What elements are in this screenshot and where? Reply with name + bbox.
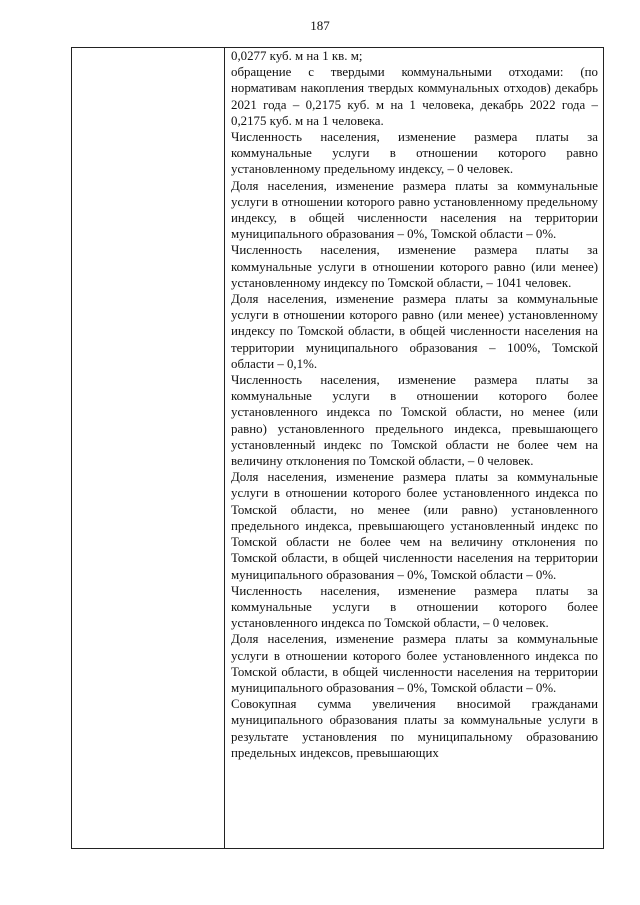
document-table: [71, 47, 604, 849]
paragraph: Численность населения, изменение размера платы за коммунальные услуги в отношении которого равно (или менее) установленному индексу по Томской области, – 1041 человек.: [231, 243, 598, 290]
paragraph: Доля населения, изменение размера платы за коммунальные услуги в отношении которого более установленного индекса по Томской области, но менее (или равно) установленного предельного индекса, превышающего установленный индекс по Томской области не более чем на величину отклонения по Томской области, в общей численности населения на территории муниципального образования – 0%, Томской области – 0%.: [231, 470, 598, 582]
paragraph: Совокупная сумма увеличения вносимой гражданами муниципального образования платы за коммунальные услуги в результате установления по муниципальному образованию предельных индексов, превышающих: [231, 697, 598, 760]
paragraph: обращение с твердыми коммунальными отходами: (по нормативам накопления твердых коммунальных отходов) декабрь 2021 года – 0,2175 куб. м на 1 человека, декабрь 2022 года – 0,2175 куб. м на 1 человека.: [231, 65, 598, 128]
left-column-cell: [72, 48, 225, 849]
paragraph: Численность населения, изменение размера платы за коммунальные услуги в отношении которого равно установленному предельному индексу, – 0 человек.: [231, 130, 598, 177]
paragraph: Доля населения, изменение размера платы за коммунальные услуги в отношении которого более установленного индекса по Томской области, в общей численности населения на территории муниципального образования – 0%, Томской области – 0%.: [231, 632, 598, 695]
table-row: [72, 48, 604, 849]
paragraph: Численность населения, изменение размера платы за коммунальные услуги в отношении которого более установленного индекса по Томской области, – 0 человек.: [231, 583, 598, 631]
paragraph: Численность населения, изменение размера платы за коммунальные услуги в отношении которого более установленного индекса по Томской области, но менее (или равно) установленного предельного индекса, превышающего установленный индекс по Томской области не более чем на величину отклонения по Томской области, – 0 человек.: [231, 373, 598, 469]
paragraph: Доля населения, изменение размера платы за коммунальные услуги в отношении которого равно (или менее) установленному индексу по Томской области, в общей численности населения на территории муниципального образования – 100%, Томской области – 0,1%.: [231, 292, 598, 371]
paragraph: 0,0277 куб. м на 1 кв. м;: [231, 49, 363, 63]
right-column-cell: [225, 48, 604, 849]
page-number: 187: [310, 18, 330, 33]
paragraph: Доля населения, изменение размера платы за коммунальные услуги в отношении которого равно установленному предельному индексу, в общей численности населения на территории муниципального образования – 0%, Томской области – 0%.: [231, 178, 598, 242]
